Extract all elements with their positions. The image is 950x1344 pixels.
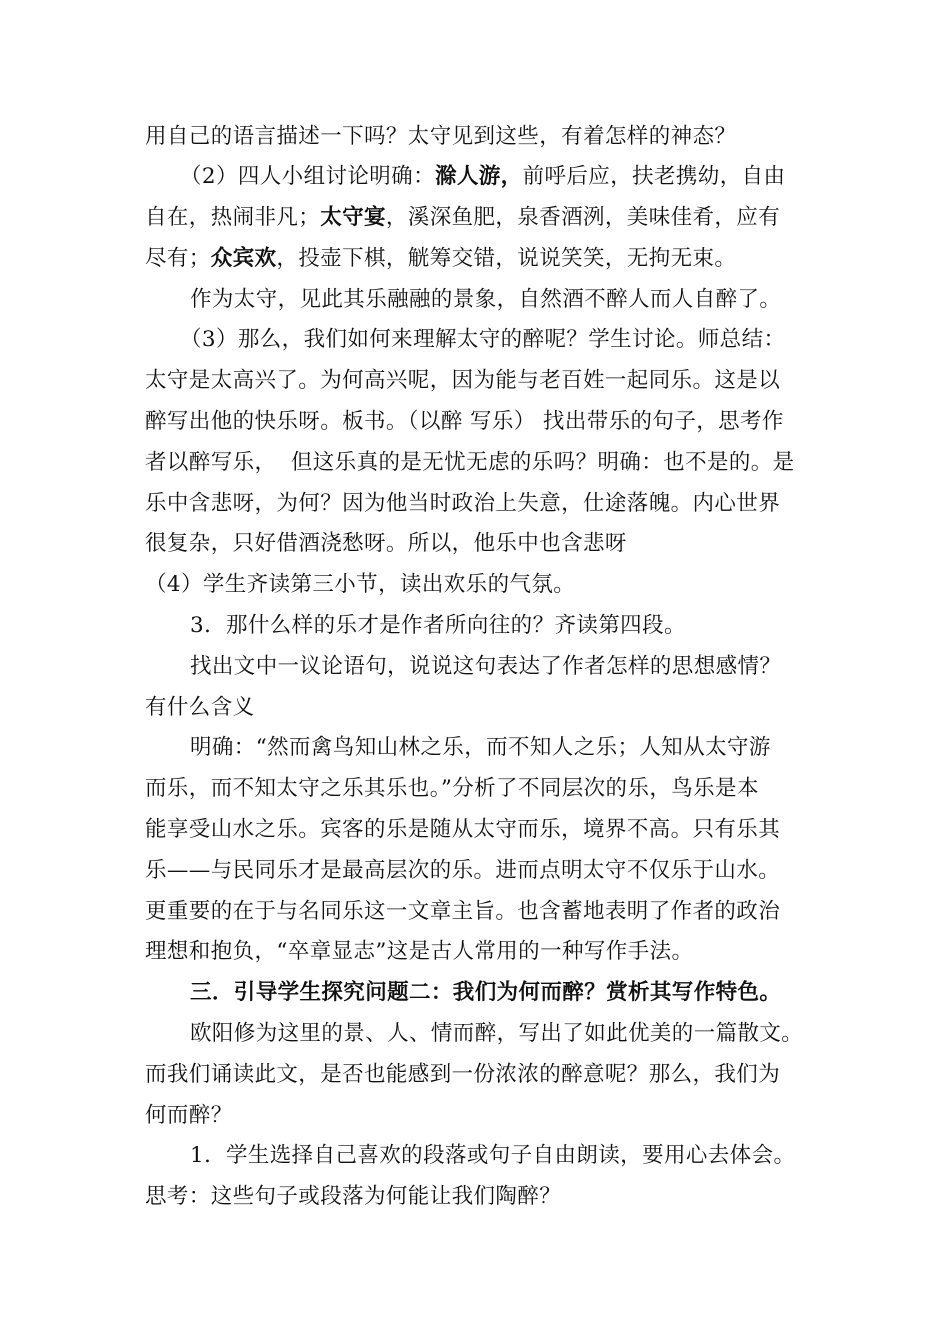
text-line: 3．那什么样的乐才是作者所向往的？齐读第四段。 — [190, 613, 686, 638]
text-line: 尽有；众宾欢，投壶下棋，觥筹交错，说说笑笑，无拘无束。 — [145, 246, 737, 271]
text-line: 者以醉写乐， 但这乐真的是无忧无虑的乐吗？明确：也不是的。是 — [145, 450, 795, 475]
text-line: 明确：“然而禽鸟知山林之乐，而不知人之乐；人知从太守游 — [190, 735, 771, 760]
text-line: 醉写出他的快乐呀。板书。（以醉 写乐） 找出带乐的句子，思考作 — [145, 409, 784, 434]
text-line: 而乐，而不知太守之乐其乐也。”分析了不同层次的乐，鸟乐是本 — [145, 776, 759, 801]
text-line: 自在，热闹非凡；太守宴，溪深鱼肥，泉香酒洌，美味佳肴，应有 — [145, 205, 781, 230]
text-line: 有什么含义 — [145, 695, 255, 720]
text-line: 能享受山水之乐。宾客的乐是随从太守而乐，境界不高。只有乐其 — [145, 817, 781, 842]
text-line: 何而醉？ — [145, 1103, 233, 1128]
text-line: 太守是太高兴了。为何高兴呢，因为能与老百姓一起同乐。这是以 — [145, 368, 781, 393]
bold-phrase: 滁人游， — [434, 164, 523, 189]
text-line: 思考：这些句子或段落为何能让我们陶醉？ — [145, 1184, 562, 1209]
bold-phrase: 太守宴 — [320, 205, 386, 230]
text-line: 乐中含悲呀，为何？因为他当时政治上失意，仕途落魄。内心世界 — [145, 491, 781, 516]
bold-phrase: 众宾欢 — [210, 246, 277, 271]
text-line: 而我们诵读此文，是否也能感到一份浓浓的醉意呢？那么，我们为 — [145, 1062, 781, 1087]
text-line: 更重要的在于与名同乐这一文章主旨。也含蓄地表明了作者的政治 — [145, 899, 781, 924]
text-line: 找出文中一议论语句，说说这句表达了作者怎样的思想感情？ — [190, 654, 782, 679]
text-line: 理想和抱负，“卒章显志”这是古人常用的一种写作手法。 — [145, 939, 694, 964]
text-line: （3）那么，我们如何来理解太守的醉呢？学生讨论。师总结： — [180, 327, 786, 352]
text-line: 很复杂，只好借酒浇愁呀。所以，他乐中也含悲呀 — [145, 531, 627, 556]
text-line: 欧阳修为这里的景、人、情而醉，写出了如此优美的一篇散文。 — [190, 1021, 804, 1046]
text-line: 用自己的语言描述一下吗？太守见到这些，有着怎样的神态？ — [145, 124, 737, 149]
text-line: 1．学生选择自己喜欢的段落或句子自由朗读，要用心去体会。 — [190, 1143, 796, 1168]
text-line: （2）四人小组讨论明确：滁人游，前呼后应，扶老携幼，自由 — [180, 164, 786, 189]
section-heading: 三．引导学生探究问题二：我们为何而醉？赏析其写作特色。 — [190, 980, 782, 1005]
text-line: （4）学生齐读第三小节，读出欢乐的气氛。 — [145, 572, 576, 597]
text-line: 作为太守，见此其乐融融的景象，自然酒不醉人而人自醉了。 — [190, 287, 782, 312]
text-line: 乐——与民同乐才是最高层次的乐。进而点明太守不仅乐于山水。 — [145, 858, 781, 883]
